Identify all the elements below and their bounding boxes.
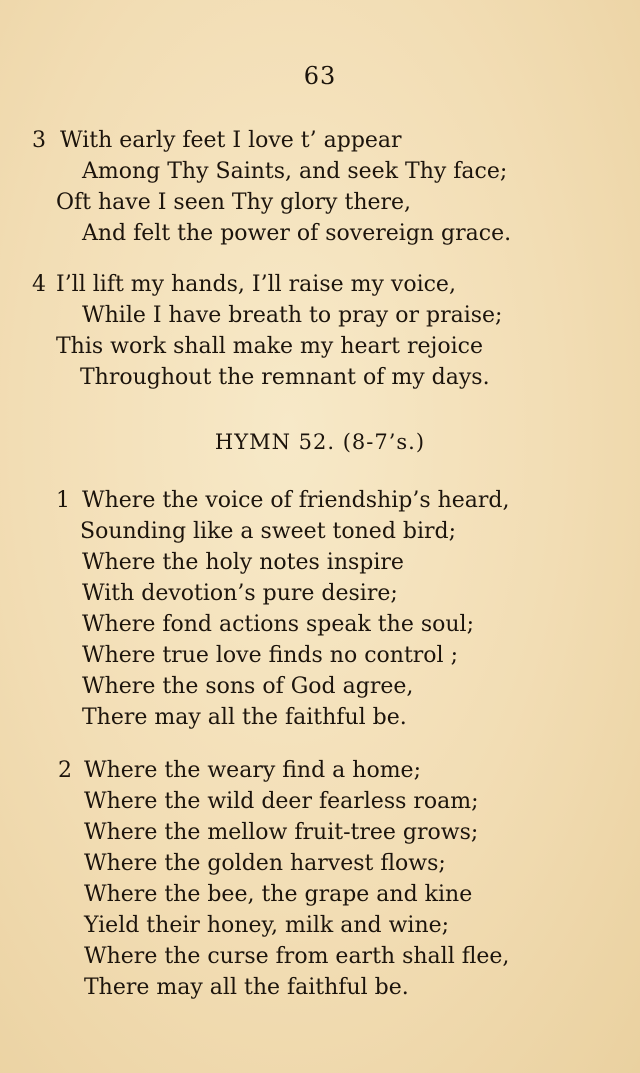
stanza-number: 3 — [32, 128, 46, 153]
verse-line: There may all the faithful be. — [84, 975, 409, 1000]
verse-line: Where the wild deer fearless roam; — [84, 789, 479, 814]
verse-line: With early feet I love t’ appear — [60, 128, 402, 153]
verse-line: And felt the power of sovereign grace. — [82, 221, 512, 246]
page-number: 63 — [303, 62, 337, 90]
verse-line: While I have breath to pray or praise; — [82, 303, 503, 328]
verse-line: Where true love finds no control ; — [82, 643, 458, 668]
verse-line: I’ll lift my hands, I’ll raise my voice, — [56, 272, 456, 297]
hymn-title: HYMN 52. (8-7’s.) — [214, 430, 426, 454]
verse-line: Sounding like a sweet toned bird; — [80, 519, 457, 544]
verse-line: Among Thy Saints, and seek Thy face; — [82, 159, 508, 184]
verse-line: This work shall make my heart rejoice — [56, 334, 483, 359]
verse-line: Oft have I seen Thy glory there, — [56, 190, 412, 215]
verse-line: Where the bee, the grape and kine — [84, 882, 473, 907]
verse-line: Yield their honey, milk and wine; — [84, 913, 450, 938]
verse-line: Where the voice of friendship’s heard, — [82, 488, 510, 513]
verse-line: Where the golden harvest flows; — [84, 851, 446, 876]
verse-line: With devotion’s pure desire; — [82, 581, 398, 606]
verse-line: Where the curse from earth shall flee, — [84, 944, 510, 969]
verse-line: Where the holy notes inspire — [82, 550, 404, 575]
verse-line: There may all the faithful be. — [82, 705, 407, 730]
stanza-number: 4 — [32, 272, 46, 297]
verse-line: Where the mellow fruit-tree grows; — [84, 820, 479, 845]
verse-line: Where the sons of God agree, — [82, 674, 414, 699]
verse-line: Where the weary find a home; — [84, 758, 421, 783]
verse-line: Throughout the remnant of my days. — [80, 365, 490, 390]
stanza-number: 2 — [58, 758, 72, 783]
stanza-number: 1 — [56, 488, 70, 513]
verse-line: Where fond actions speak the soul; — [82, 612, 474, 637]
